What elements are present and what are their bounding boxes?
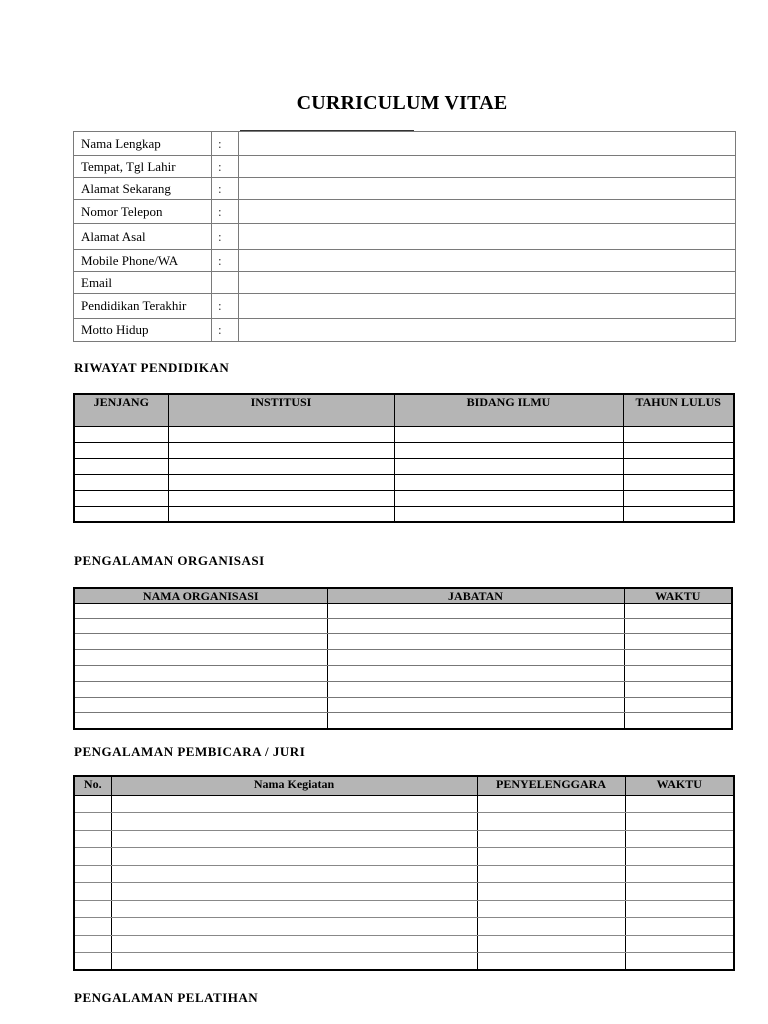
organization-cell[interactable] <box>327 666 624 682</box>
organization-cell[interactable] <box>327 619 624 634</box>
organization-row <box>74 666 732 682</box>
education-cell[interactable] <box>394 458 623 474</box>
organization-cell[interactable] <box>327 650 624 666</box>
organization-row <box>74 619 732 634</box>
info-separator: : <box>212 250 239 272</box>
education-header-cell: BIDANG ILMU <box>394 394 623 426</box>
organization-cell[interactable] <box>624 713 732 729</box>
education-cell[interactable] <box>623 490 734 506</box>
speaker-cell[interactable] <box>477 830 625 847</box>
info-label: Tempat, Tgl Lahir <box>74 156 212 178</box>
organization-cell[interactable] <box>74 713 327 729</box>
education-cell[interactable] <box>168 426 394 442</box>
speaker-cell[interactable] <box>74 795 111 812</box>
info-row <box>74 272 736 294</box>
education-cell[interactable] <box>74 506 168 522</box>
info-separator: : <box>212 319 239 342</box>
organization-row <box>74 698 732 713</box>
education-cell[interactable] <box>168 458 394 474</box>
education-cell[interactable] <box>394 474 623 490</box>
education-header-cell: JENJANG <box>74 394 168 426</box>
info-label: Pendidikan Terakhir <box>74 294 212 319</box>
organization-cell[interactable] <box>74 634 327 650</box>
info-value-field[interactable] <box>239 294 736 319</box>
info-row <box>74 250 736 272</box>
organization-cell[interactable] <box>327 604 624 619</box>
organization-cell[interactable] <box>74 619 327 634</box>
organization-cell[interactable] <box>624 666 732 682</box>
speaker-cell[interactable] <box>111 795 477 812</box>
info-row <box>74 200 736 224</box>
training-heading: PENGALAMAN PELATIHAN <box>74 990 259 1005</box>
organization-header-cell: NAMA ORGANISASI <box>74 588 327 604</box>
info-separator: : <box>212 156 239 178</box>
speaker-cell[interactable] <box>74 882 111 900</box>
speaker-cell[interactable] <box>625 900 734 917</box>
speaker-cell[interactable] <box>111 935 477 952</box>
organization-cell[interactable] <box>74 604 327 619</box>
info-row <box>74 224 736 250</box>
info-separator: : <box>212 200 239 224</box>
speaker-cell[interactable] <box>111 847 477 865</box>
education-table <box>73 393 735 523</box>
organization-table <box>73 587 733 730</box>
education-row <box>74 442 734 458</box>
education-row <box>74 474 734 490</box>
speaker-cell[interactable] <box>74 900 111 917</box>
speaker-cell[interactable] <box>625 830 734 847</box>
organization-cell[interactable] <box>74 666 327 682</box>
organization-header-cell: WAKTU <box>624 588 732 604</box>
education-cell[interactable] <box>74 442 168 458</box>
education-cell[interactable] <box>74 426 168 442</box>
info-label: Nama Lengkap <box>74 132 212 156</box>
speaker-cell[interactable] <box>625 865 734 882</box>
speaker-cell[interactable] <box>477 952 625 970</box>
speaker-row <box>74 847 734 865</box>
speaker-cell[interactable] <box>74 917 111 935</box>
info-label: Motto Hidup <box>74 319 212 342</box>
speaker-cell[interactable] <box>74 847 111 865</box>
speaker-row <box>74 952 734 970</box>
document-title: CURRICULUM VITAE <box>296 92 508 114</box>
speaker-cell[interactable] <box>111 882 477 900</box>
speaker-cell[interactable] <box>74 865 111 882</box>
speaker-cell[interactable] <box>74 812 111 830</box>
education-row <box>74 506 734 522</box>
speaker-cell[interactable] <box>477 882 625 900</box>
organization-cell[interactable] <box>327 713 624 729</box>
info-label: Email <box>74 272 212 294</box>
education-cell[interactable] <box>168 490 394 506</box>
speaker-cell[interactable] <box>625 952 734 970</box>
personal-info-table <box>73 131 736 342</box>
info-value-field[interactable] <box>239 132 736 156</box>
organization-header-cell: JABATAN <box>327 588 624 604</box>
organization-row <box>74 682 732 698</box>
education-cell[interactable] <box>168 474 394 490</box>
speaker-row <box>74 882 734 900</box>
speaker-cell[interactable] <box>477 812 625 830</box>
info-separator: : <box>212 132 239 156</box>
organization-cell[interactable] <box>624 619 732 634</box>
info-row <box>74 132 736 156</box>
info-label: Mobile Phone/WA <box>74 250 212 272</box>
speaker-row <box>74 935 734 952</box>
speaker-header-cell: PENYELENGGARA <box>477 776 625 795</box>
organization-row <box>74 604 732 619</box>
education-row <box>74 490 734 506</box>
speaker-row <box>74 917 734 935</box>
education-cell[interactable] <box>74 458 168 474</box>
info-label: Nomor Telepon <box>74 200 212 224</box>
info-value-field[interactable] <box>239 200 736 224</box>
education-row <box>74 426 734 442</box>
info-label: Alamat Asal <box>74 224 212 250</box>
education-cell[interactable] <box>168 442 394 458</box>
speaker-cell[interactable] <box>477 917 625 935</box>
speaker-header-cell: WAKTU <box>625 776 734 795</box>
info-row <box>74 319 736 342</box>
education-cell[interactable] <box>623 506 734 522</box>
speaker-cell[interactable] <box>111 830 477 847</box>
speaker-cell[interactable] <box>625 795 734 812</box>
info-row <box>74 156 736 178</box>
speaker-cell[interactable] <box>625 935 734 952</box>
education-cell[interactable] <box>623 442 734 458</box>
education-cell[interactable] <box>74 490 168 506</box>
speaker-cell[interactable] <box>625 847 734 865</box>
education-cell[interactable] <box>394 442 623 458</box>
organization-cell[interactable] <box>327 698 624 713</box>
info-value-field[interactable] <box>239 178 736 200</box>
info-separator: : <box>212 224 239 250</box>
info-separator <box>212 272 239 294</box>
organization-row <box>74 713 732 729</box>
info-row <box>74 294 736 319</box>
education-cell[interactable] <box>623 474 734 490</box>
speaker-cell[interactable] <box>625 917 734 935</box>
speaker-row <box>74 812 734 830</box>
organization-cell[interactable] <box>74 698 327 713</box>
info-value-field[interactable] <box>239 156 736 178</box>
education-header-cell: INSTITUSI <box>168 394 394 426</box>
education-cell[interactable] <box>623 426 734 442</box>
speaker-cell[interactable] <box>111 812 477 830</box>
speaker-row <box>74 900 734 917</box>
speaker-cell[interactable] <box>477 935 625 952</box>
info-value-field[interactable] <box>239 224 736 250</box>
speaker-cell[interactable] <box>111 952 477 970</box>
organization-cell[interactable] <box>74 682 327 698</box>
speaker-cell[interactable] <box>111 900 477 917</box>
info-separator: : <box>212 178 239 200</box>
speaker-cell[interactable] <box>111 917 477 935</box>
organization-row <box>74 650 732 666</box>
speaker-cell[interactable] <box>477 900 625 917</box>
speaker-cell[interactable] <box>625 882 734 900</box>
organization-cell[interactable] <box>624 682 732 698</box>
education-cell[interactable] <box>623 458 734 474</box>
speaker-cell[interactable] <box>74 935 111 952</box>
education-row <box>74 458 734 474</box>
education-heading: RIWAYAT PENDIDIKAN <box>74 360 230 375</box>
speaker-cell[interactable] <box>477 847 625 865</box>
education-cell[interactable] <box>394 426 623 442</box>
education-cell[interactable] <box>394 490 623 506</box>
organization-cell[interactable] <box>327 634 624 650</box>
organization-row <box>74 634 732 650</box>
speaker-row <box>74 865 734 882</box>
organization-cell[interactable] <box>624 634 732 650</box>
info-row <box>74 178 736 200</box>
speaker-heading: PENGALAMAN PEMBICARA / JURI <box>74 744 306 759</box>
organization-cell[interactable] <box>624 604 732 619</box>
education-header-cell: TAHUN LULUS <box>623 394 734 426</box>
info-separator: : <box>212 294 239 319</box>
organization-heading: PENGALAMAN ORGANISASI <box>74 553 265 568</box>
speaker-cell[interactable] <box>74 830 111 847</box>
speaker-cell[interactable] <box>111 865 477 882</box>
info-value-field[interactable] <box>239 250 736 272</box>
speaker-table <box>73 775 735 971</box>
organization-cell[interactable] <box>624 650 732 666</box>
education-cell[interactable] <box>74 474 168 490</box>
speaker-cell[interactable] <box>477 795 625 812</box>
speaker-cell[interactable] <box>625 812 734 830</box>
organization-cell[interactable] <box>327 682 624 698</box>
speaker-row <box>74 830 734 847</box>
speaker-cell[interactable] <box>74 952 111 970</box>
education-cell[interactable] <box>394 506 623 522</box>
education-cell[interactable] <box>168 506 394 522</box>
organization-cell[interactable] <box>74 650 327 666</box>
info-value-field[interactable] <box>239 272 736 294</box>
speaker-header-cell: Nama Kegiatan <box>111 776 477 795</box>
speaker-header-cell: No. <box>74 776 111 795</box>
info-label: Alamat Sekarang <box>74 178 212 200</box>
speaker-cell[interactable] <box>477 865 625 882</box>
organization-cell[interactable] <box>624 698 732 713</box>
speaker-row <box>74 795 734 812</box>
info-value-field[interactable] <box>239 319 736 342</box>
